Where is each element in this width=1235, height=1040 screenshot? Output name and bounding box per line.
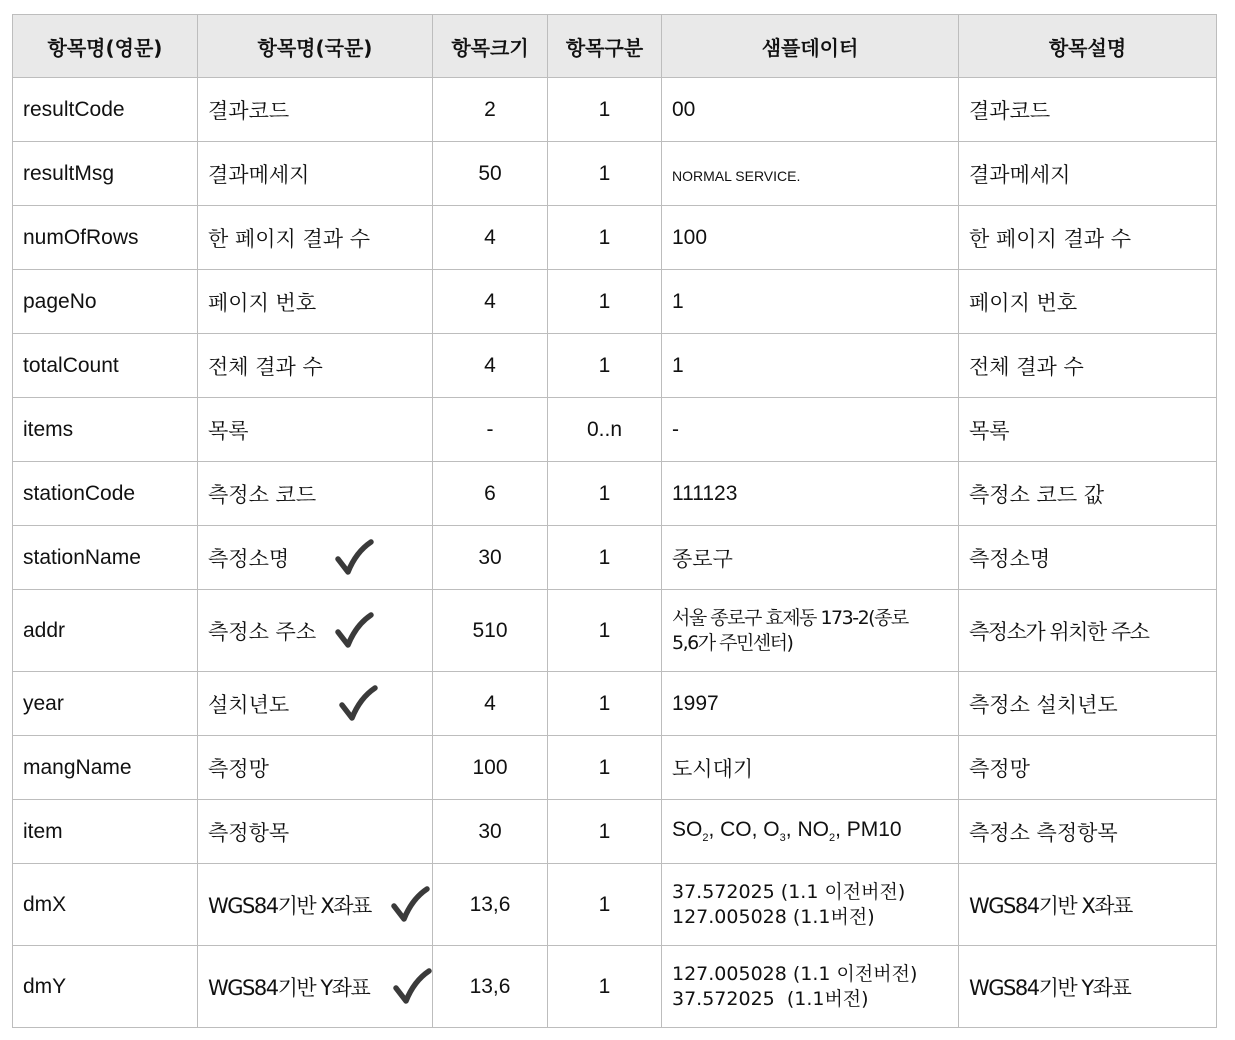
table-row (13, 398, 1217, 462)
cell-type: 0..n (548, 398, 662, 462)
cell-type: 1 (548, 864, 662, 946)
cell-desc: 페이지 번호 (959, 270, 1217, 334)
cell-type: 1 (548, 142, 662, 206)
cell-sample: 00 (662, 78, 959, 142)
ko-name-text: WGS84기반 Y좌표 (208, 975, 370, 1000)
table-row (13, 736, 1217, 800)
cell-ko: 페이지 번호 (198, 270, 433, 334)
cell-ko: 측정항목 (198, 800, 433, 864)
cell-size: 4 (433, 270, 548, 334)
cell-type: 1 (548, 78, 662, 142)
cell-desc: WGS84기반 Y좌표 (959, 946, 1217, 1028)
sample-part: SO (672, 818, 703, 842)
cell-size: 13,6 (433, 946, 548, 1028)
cell-desc: 목록 (959, 398, 1217, 462)
header-ko-name: 항목명(국문) (198, 15, 433, 78)
cell-type: 1 (548, 526, 662, 590)
table-row (13, 334, 1217, 398)
cell-sample (662, 142, 959, 206)
cell-ko (198, 526, 433, 590)
cell-ko: 결과코드 (198, 78, 433, 142)
cell-sample (662, 864, 959, 946)
cell-size: 30 (433, 800, 548, 864)
cell-sample (662, 590, 959, 672)
cell-sample: 종로구 (662, 526, 959, 590)
cell-sample: 111123 (662, 462, 959, 526)
cell-sample: 도시대기 (662, 736, 959, 800)
ko-name-text: 측정소명 (208, 546, 290, 571)
cell-ko (198, 590, 433, 672)
ko-name-text: 측정소 주소 (208, 619, 317, 644)
cell-en: addr (13, 590, 198, 672)
table-row (13, 270, 1217, 334)
cell-sample: 1997 (662, 672, 959, 736)
check-mark-icon (334, 538, 374, 578)
cell-en: totalCount (13, 334, 198, 398)
cell-desc: 측정소가 위치한 주소 (959, 590, 1217, 672)
subscript: 3 (779, 832, 786, 845)
cell-en: dmX (13, 864, 198, 946)
cell-size: 4 (433, 672, 548, 736)
cell-sample (662, 800, 959, 864)
cell-sample: - (662, 398, 959, 462)
cell-desc: 결과코드 (959, 78, 1217, 142)
cell-ko: 측정소 코드 (198, 462, 433, 526)
cell-en: dmY (13, 946, 198, 1028)
header-type: 항목구분 (548, 15, 662, 78)
cell-ko (198, 864, 433, 946)
sample-line: 127.005028 (1.1 이전버전) (672, 962, 918, 985)
cell-size: 2 (433, 78, 548, 142)
subscript: 2 (828, 832, 836, 845)
cell-size: - (433, 398, 548, 462)
cell-sample: 1 (662, 270, 959, 334)
sample-line: 서울 종로구 효제동 173-2(종로 (672, 606, 908, 629)
cell-en: pageNo (13, 270, 198, 334)
sample-line: 37.572025 (1.1 이전버전) (672, 880, 906, 903)
cell-type: 1 (548, 672, 662, 736)
cell-en: stationCode (13, 462, 198, 526)
cell-ko (198, 946, 433, 1028)
sample-text: NORMAL SERVICE. (672, 167, 801, 184)
cell-ko: 목록 (198, 398, 433, 462)
table-row (13, 864, 1217, 946)
cell-sample: 100 (662, 206, 959, 270)
header-row (13, 15, 1217, 78)
check-mark-icon (390, 885, 430, 925)
cell-size: 4 (433, 206, 548, 270)
cell-size: 50 (433, 142, 548, 206)
cell-ko: 측정망 (198, 736, 433, 800)
cell-en: numOfRows (13, 206, 198, 270)
cell-desc: WGS84기반 X좌표 (959, 864, 1217, 946)
cell-desc: 측정소 측정항목 (959, 800, 1217, 864)
cell-desc: 측정소 설치년도 (959, 672, 1217, 736)
cell-desc: 측정소 코드 값 (959, 462, 1217, 526)
cell-size: 510 (433, 590, 548, 672)
cell-en: stationName (13, 526, 198, 590)
table-row (13, 462, 1217, 526)
cell-en: resultMsg (13, 142, 198, 206)
sample-part: , PM10 (835, 818, 902, 842)
cell-desc: 전체 결과 수 (959, 334, 1217, 398)
cell-size: 6 (433, 462, 548, 526)
cell-size: 30 (433, 526, 548, 590)
ko-name-text: 설치년도 (208, 692, 290, 717)
cell-type: 1 (548, 206, 662, 270)
cell-en: item (13, 800, 198, 864)
cell-ko (198, 672, 433, 736)
cell-type: 1 (548, 946, 662, 1028)
table-row (13, 78, 1217, 142)
check-mark-icon (338, 684, 378, 724)
sample-line: 5,6가 주민센터) (672, 631, 793, 654)
cell-sample (662, 946, 959, 1028)
sample-part: , NO (785, 818, 829, 842)
header-size: 항목크기 (433, 15, 548, 78)
cell-type: 1 (548, 800, 662, 864)
cell-size: 4 (433, 334, 548, 398)
table-row (13, 946, 1217, 1028)
header-en-name: 항목명(영문) (13, 15, 198, 78)
sample-part: , CO, O (708, 818, 780, 842)
cell-type: 1 (548, 462, 662, 526)
cell-ko: 한 페이지 결과 수 (198, 206, 433, 270)
cell-size: 100 (433, 736, 548, 800)
cell-size: 13,6 (433, 864, 548, 946)
cell-desc: 측정소명 (959, 526, 1217, 590)
cell-ko: 결과메세지 (198, 142, 433, 206)
cell-desc: 결과메세지 (959, 142, 1217, 206)
cell-sample: 1 (662, 334, 959, 398)
subscript: 2 (702, 832, 709, 845)
table-row (13, 206, 1217, 270)
table-row (13, 526, 1217, 590)
table-row (13, 590, 1217, 672)
sample-line: 127.005028 (1.1버전) (672, 905, 875, 928)
ko-name-text: WGS84기반 X좌표 (208, 893, 371, 918)
cell-type: 1 (548, 590, 662, 672)
table-row (13, 672, 1217, 736)
cell-type: 1 (548, 736, 662, 800)
spec-table (12, 14, 1217, 1028)
header-desc: 항목설명 (959, 15, 1217, 78)
cell-type: 1 (548, 270, 662, 334)
check-mark-icon (334, 611, 374, 651)
cell-ko: 전체 결과 수 (198, 334, 433, 398)
sample-line: 37.572025 (1.1버전) (672, 987, 869, 1010)
cell-en: mangName (13, 736, 198, 800)
cell-en: items (13, 398, 198, 462)
cell-en: resultCode (13, 78, 198, 142)
table-row (13, 800, 1217, 864)
cell-desc: 측정망 (959, 736, 1217, 800)
table-row (13, 142, 1217, 206)
check-mark-icon (392, 967, 432, 1007)
cell-en: year (13, 672, 198, 736)
cell-desc: 한 페이지 결과 수 (959, 206, 1217, 270)
header-sample: 샘플데이터 (662, 15, 959, 78)
cell-type: 1 (548, 334, 662, 398)
